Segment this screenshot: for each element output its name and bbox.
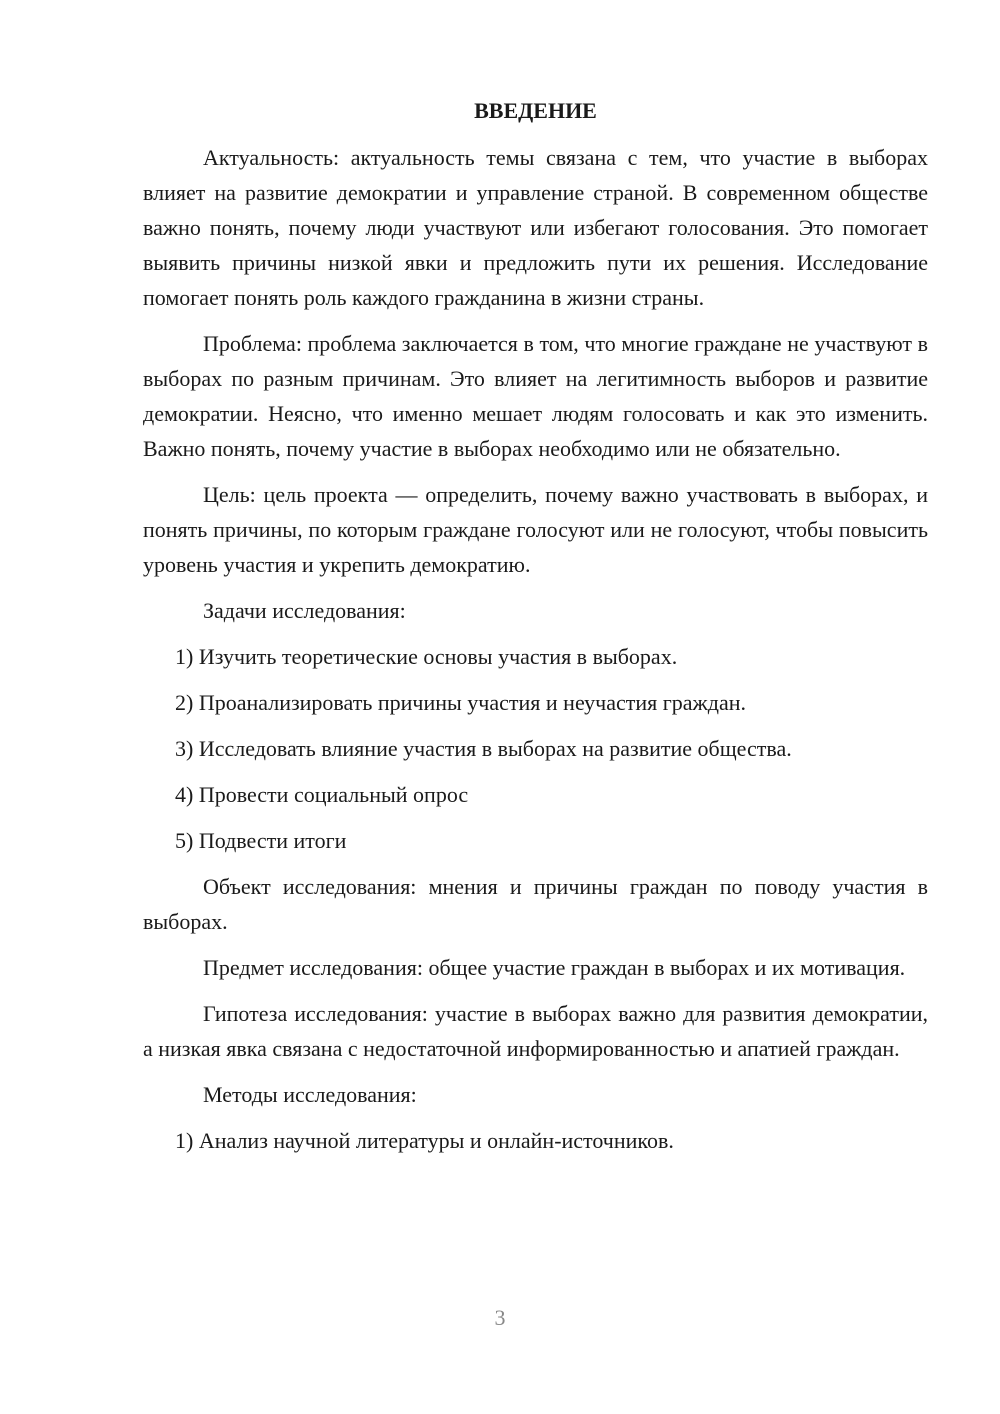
paragraph-subject: Предмет исследования: общее участие граждан в выборах и их мотивация. [203, 955, 906, 980]
paragraph-goal: Цель: цель проекта — определить, почему важно участвовать в выборах, и понять причины, по которым граждане голосуют или не голосуют, чтобы повысить уровень участия и укрепить демократию. [143, 482, 928, 577]
paragraph-problem: Проблема: проблема заключается в том, что многие граждане не участвуют в выборах по разным причинам. Это влияет на легитимность выборов и развитие демократии. Неясно, что именно мешает людям голосовать и как это изменить. Важно понять, почему участие в выборах необходимо или не обязательно. [143, 331, 928, 461]
tasks-heading: Задачи исследования: [203, 598, 406, 623]
tasks-list [143, 639, 928, 858]
paragraph-hypothesis: Гипотеза исследования: участие в выборах важно для развития демократии, а низкая явка связана с недостаточной информированностью и апатией граждан. [143, 1001, 928, 1061]
page-number: 3 [494, 1305, 506, 1330]
paragraph-object: Объект исследования: мнения и причины граждан по поводу участия в выборах. [143, 874, 928, 934]
list-item: 4) Провести социальный опрос [175, 782, 469, 807]
list-item: 1) Изучить теоретические основы участия в выборах. [175, 644, 678, 669]
list-item: 3) Исследовать влияние участия в выборах на развитие общества. [175, 736, 792, 761]
list-item: 5) Подвести итоги [175, 828, 347, 853]
paragraph-relevance: Актуальность: актуальность темы связана с тем, что участие в выборах влияет на развитие демократии и управление страной. В современном обществе важно понять, почему люди участвуют или избегают голосования. Это помогает выявить причины низкой явки и предложить пути их решения. Исследование помогает понять роль каждого гражданина в жизни страны. [143, 145, 928, 310]
methods-heading: Методы исследования: [203, 1082, 417, 1107]
methods-list [143, 1123, 928, 1158]
list-item: 1) Анализ научной литературы и онлайн-источников. [175, 1128, 674, 1153]
page-title: ВВЕДЕНИЕ [474, 98, 597, 123]
list-item: 2) Проанализировать причины участия и неучастия граждан. [175, 690, 746, 715]
document-body [143, 96, 928, 1169]
